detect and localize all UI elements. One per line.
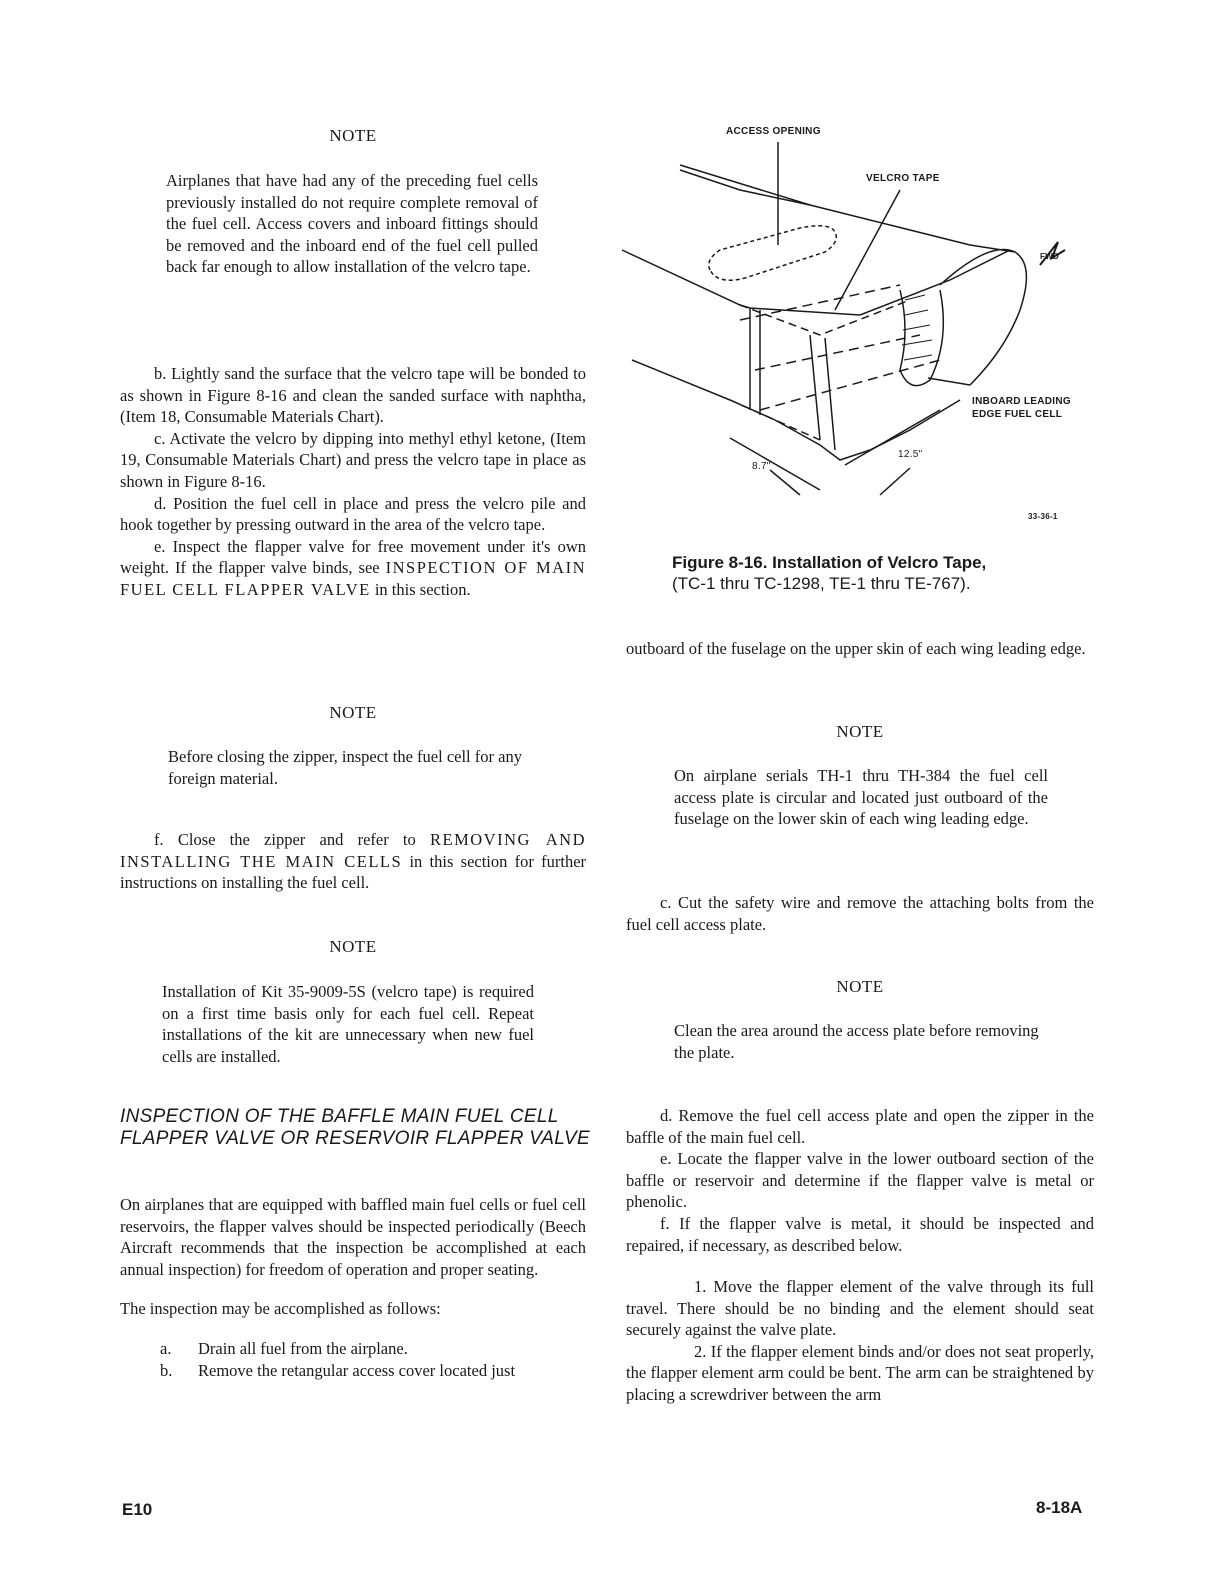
list-item: b. Remove the retangular access cover located just — [160, 1360, 516, 1380]
step-d: d. Position the fuel cell in place and press the velcro pile and hook together by pressing outward in the area of the velcro tape. — [120, 493, 586, 535]
step-e-end: in this section. — [374, 579, 471, 599]
figure-caption-title: Figure 8-16. Installation of Velcro Tape, — [672, 553, 987, 572]
procedure-steps-b-e — [120, 363, 586, 601]
label-access-opening: ACCESS OPENING — [726, 126, 821, 137]
note-title: NOTE — [836, 977, 884, 996]
wing-leading-edge-illustration — [610, 110, 1110, 530]
figure-caption — [672, 552, 1092, 594]
step-f — [120, 829, 586, 894]
figure-caption-effectivity: (TC-1 thru TC-1298, TE-1 thru TE-767). — [672, 574, 971, 593]
wing-lower-skin — [632, 360, 960, 460]
step-c: c. Activate the velcro by dipping into methyl ethyl ketone, (Item 19, Consumable Materials Chart) and press the velcro tape in place as shown in Figure 8-16. — [120, 428, 586, 491]
note-text: Before closing the zipper, inspect the fuel cell for any foreign material. — [168, 747, 522, 788]
step-c: c. Cut the safety wire and remove the attaching bolts from the fuel cell access plate. — [626, 893, 1094, 934]
label-inboard-leading: INBOARD LEADING — [972, 396, 1071, 407]
step-e-text: e. Inspect the flapper valve for free movement under it's own weight. If the flapper valve binds, see — [120, 536, 586, 578]
wing-leading-edge-curve — [940, 249, 1026, 385]
sub-step-2: 2. If the flapper element binds and/or does not seat properly, the flapper element arm could be bent. The arm can be straightened by placing a screwdriver between the arm — [626, 1341, 1094, 1404]
dimension-line-b — [845, 410, 940, 465]
footer-page-number: 8-18A — [1036, 1498, 1083, 1517]
section-body — [120, 1194, 586, 1381]
note-text: Clean the area around the access plate before removing the plate. — [674, 1021, 1039, 1062]
note-text: Installation of Kit 35-9009-5S (velcro tape) is required on a first time basis only for each fuel cell. Repeat installations of the kit are unnecessary when new fuel cells are installed. — [162, 982, 534, 1066]
step-f-reference: REMOVING AND INSTALLING THE MAIN CELLS — [120, 830, 586, 871]
wing-upper-skin — [622, 250, 1010, 315]
label-edge-fuel-cell: EDGE FUEL CELL — [972, 409, 1063, 420]
wing-top-line — [680, 170, 1015, 252]
note-text: Airplanes that have had any of the preceding fuel cells previously installed do not require complete removal of the fuel cell. Access covers and inboard fittings should be removed and the inboard end of the fuel cell pulled back far enough to allow installation of the velcro tape. — [166, 171, 538, 277]
dimension-tick — [770, 470, 800, 495]
access-opening-panel — [709, 226, 837, 280]
dimension-tick — [880, 468, 910, 495]
label-dimension-a: 8.7" — [752, 461, 771, 472]
footer-page-code: E10 — [122, 1500, 153, 1519]
label-velcro-tape: VELCRO TAPE — [866, 173, 940, 184]
note-title: NOTE — [836, 722, 884, 741]
step-e — [120, 536, 586, 601]
step-list — [120, 1338, 586, 1381]
step-e-reference: INSPECTION OF MAIN FUEL CELL FLAPPER VALVE — [120, 558, 586, 599]
note-title: NOTE — [329, 937, 377, 956]
note-text: On airplane serials TH-1 thru TH-384 the fuel cell access plate is circular and located just outboard of the fuselage on the lower skin of each wing leading edge. — [674, 766, 1048, 829]
note-title: NOTE — [329, 126, 377, 145]
label-dimension-b: 12.5" — [898, 449, 923, 460]
fuel-cell-front-face — [750, 308, 835, 450]
note-title: NOTE — [329, 703, 377, 722]
figure-reference-number: 33-36-1 — [1028, 512, 1058, 521]
step-b: b. Lightly sand the surface that the velcro tape will be bonded to as shown in Figure 8-16 and clean the sanded surface with naphtha, (Item 18, Consumable Materials Chart). — [120, 364, 586, 427]
sub-step-1: 1. Move the flapper element of the valve through its full travel. There should be no binding and the element should seat securely against the valve plate. — [626, 1277, 1094, 1340]
intro-paragraph-2: The inspection may be accomplished as follows: — [120, 1299, 441, 1319]
label-fwd: FWD — [1040, 252, 1060, 261]
velcro-dashed-lines — [740, 285, 940, 410]
rib-detail — [900, 290, 943, 386]
step-f: f. If the flapper valve is metal, it should be inspected and repaired, if necessary, as described below. — [626, 1213, 1094, 1255]
sub-steps — [626, 1276, 1094, 1406]
list-item: a. Drain all fuel from the airplane. — [160, 1338, 408, 1358]
leader-inboard-edge — [928, 378, 970, 385]
procedure-steps-d-f — [626, 1105, 1094, 1256]
intro-paragraph: On airplanes that are equipped with baffled main fuel cells or fuel cell reservoirs, the flapper valves should be inspected periodically (Beech Aircraft recommends that the inspection be accomplished at each annual inspection) for freedom of operation and proper seating. — [120, 1195, 586, 1279]
step-d: d. Remove the fuel cell access plate and open the zipper in the baffle of the main fuel cell. — [626, 1106, 1094, 1147]
section-heading: INSPECTION OF THE BAFFLE MAIN FUEL CELL FLAPPER VALVE OR RESERVOIR FLAPPER VALVE — [120, 1106, 590, 1149]
continued-paragraph: outboard of the fuselage on the upper skin of each wing leading edge. — [626, 639, 1086, 658]
step-f-end: in this section for further instructions on installing the fuel cell. — [120, 851, 587, 893]
dimension-line-a — [730, 438, 820, 490]
rib-hatch — [902, 295, 932, 360]
step-e: e. Locate the flapper valve in the lower outboard section of the baffle or reservoir and determine if the flapper valve is metal or phenolic. — [626, 1149, 1094, 1212]
step-f-text: f. Close the zipper and refer to — [154, 830, 416, 849]
leader-upper — [680, 165, 810, 205]
